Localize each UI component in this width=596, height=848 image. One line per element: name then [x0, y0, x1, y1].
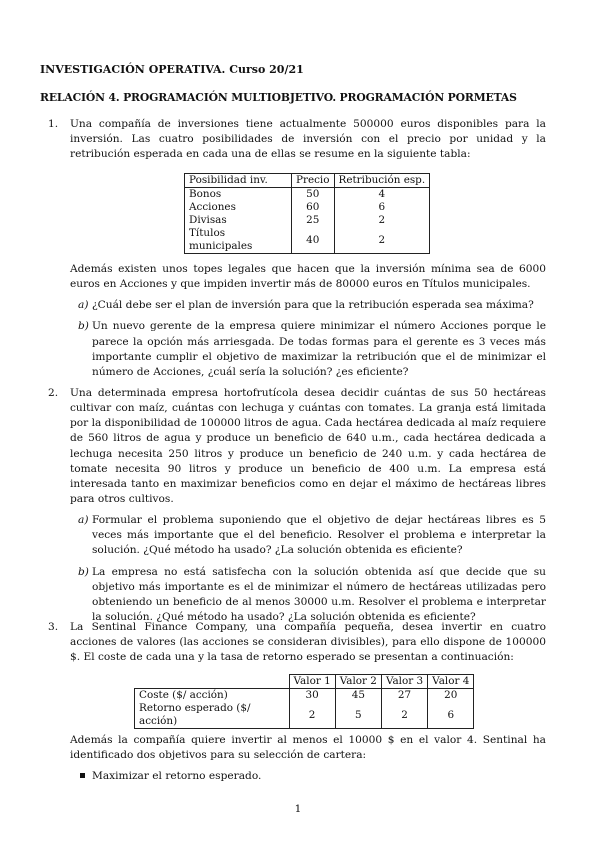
- table-row: [185, 188, 430, 202]
- table-cell: Bonos: [185, 188, 292, 202]
- table-header: Valor 3: [381, 675, 427, 689]
- table-header-row: [135, 675, 474, 689]
- subquestion-b: [70, 565, 546, 626]
- table-cell: Títulos municipales: [185, 227, 292, 254]
- subquestion-text: ¿Cuál debe ser el plan de inversión para que la retribución esperada sea máxima?: [92, 299, 534, 312]
- table-corner: [135, 675, 290, 689]
- bullet-icon: [80, 773, 85, 778]
- bullet-text: Maximizar el retorno esperado.: [92, 770, 262, 783]
- problem-number: 1.: [48, 118, 59, 130]
- table-row: [135, 702, 474, 729]
- bullet-item: [70, 769, 546, 784]
- table-header: Valor 2: [335, 675, 381, 689]
- table-cell: 50: [292, 188, 335, 202]
- table-cell: 20: [428, 689, 474, 703]
- table-header: Valor 1: [289, 675, 335, 689]
- course-header: [40, 62, 304, 78]
- table-cell: 5: [335, 702, 381, 729]
- table-cell: 60: [292, 201, 335, 214]
- stock-table: [134, 674, 474, 729]
- table-cell: Divisas: [185, 214, 292, 227]
- table-cell: 2: [334, 227, 430, 254]
- table-header: Precio: [292, 174, 335, 188]
- table-cell: 6: [334, 201, 430, 214]
- table-cell: Acciones: [185, 201, 292, 214]
- subquestion-text: Formular el problema suponiendo que el objetivo de dejar hectáreas libres es 5 veces más importante que el del beneficio. Resolver el problema e interpretar la solución. ¿Qué método ha usado? ¿La solución obtenida es eficiente?: [92, 514, 546, 557]
- problem-3: [48, 620, 546, 665]
- problem-text: Además existen unos topes legales que hacen que la inversión mínima sea de 6000 euros en Acciones y que impiden invertir más de 80000 euros en Títulos municipales.: [70, 263, 546, 291]
- investment-table: [184, 173, 430, 254]
- subquestion-a: [70, 513, 546, 558]
- table-row-label: Retorno esperado ($/ acción): [135, 702, 290, 729]
- problem-intro: Una compañía de inversiones tiene actualmente 500000 euros disponibles para la inversión. Las cuatro posibilidades de inversión con el precio por unidad y la retribución esperada en cada una de ellas se resume en la siguiente tabla:: [70, 118, 546, 161]
- problem-intro: La Sentinal Finance Company, una compañía pequeña, desea invertir en cuatro acciones de valores (las acciones se consideran divisibles), para ello dispone de 100000 $. El coste de cada una y la tasa de retorno esperado se presentan a continuación:: [70, 621, 546, 664]
- table-cell: 2: [334, 214, 430, 227]
- problem-number: 3.: [48, 621, 59, 633]
- table-cell: 4: [334, 188, 430, 202]
- table-row: [185, 214, 430, 227]
- table-cell: 25: [292, 214, 335, 227]
- subquestion-label: a): [78, 299, 89, 312]
- course-title: INVESTIGACIÓN OPERATIVA.: [40, 63, 226, 76]
- table-cell: 6: [428, 702, 474, 729]
- relation-title: RELACIÓN 4. PROGRAMACIÓN MULTIOBJETIVO. PROGRAMACIÓN PORMETAS: [40, 91, 517, 104]
- subquestion-label: b): [78, 565, 89, 578]
- subquestion-label: b): [78, 320, 89, 333]
- table-row: [185, 201, 430, 214]
- problem-number: 2.: [48, 387, 59, 399]
- problem-1: [48, 117, 546, 162]
- table-header: Retribución esp.: [334, 174, 430, 188]
- table-row: [185, 227, 430, 254]
- table-row: [135, 689, 474, 703]
- table-header-row: [185, 174, 430, 188]
- page-number: 1: [294, 803, 302, 815]
- table-cell: 27: [381, 689, 427, 703]
- table-row-label: Coste ($/ acción): [135, 689, 290, 703]
- course-year: Curso 20/21: [229, 63, 304, 76]
- subquestion-b: [70, 319, 546, 380]
- problem-intro: Una determinada empresa hortofrutícola desea decidir cuántas de sus 50 hectáreas cultivar con maíz, cuántas con lechuga y cuántas con tomates. La granja está limitada por la disponibilidad de 100000 litros de agua. Cada hectárea dedicada al maíz requiere de 560 litros de agua y produce un beneficio de 640 u.m., cada hectárea dedicada a lechuga necesita 250 litros y produce un beneficio de 240 u.m. y cada hectárea de tomate necesita 90 litros y produce un beneficio de 400 u.m. La empresa está interesada tanto en maximizar beneficios como en dejar el máximo de hectáreas libres para otros cultivos.: [70, 387, 546, 505]
- subquestion-text: La empresa no está satisfecha con la solución obtenida así que decide que su objetivo más importante es el de minimizar el número de hectáreas utilizadas pero obteniendo un beneficio de al menos 30000 u.m. Resolver el problema e interpretar la solución. ¿Qué método ha usado? ¿La solución obtenida es eficiente?: [92, 565, 546, 623]
- table-cell: 30: [289, 689, 335, 703]
- table-cell: 45: [335, 689, 381, 703]
- table-cell: 40: [292, 227, 335, 254]
- subquestion-label: a): [78, 514, 89, 527]
- table-cell: 2: [289, 702, 335, 729]
- problem-1-continued: [48, 262, 546, 380]
- table-header: Valor 4: [428, 675, 474, 689]
- problem-2: [48, 386, 546, 625]
- subquestion-text: Un nuevo gerente de la empresa quiere minimizar el número Acciones porque le parece la opción más arriesgada. De todas formas para el gerente es 3 veces más importante cumplir el objetivo de maximizar la retribución que el de minimizar el número de Acciones, ¿cuál sería la solución? ¿es eficiente?: [92, 320, 546, 378]
- subquestion-a: [70, 298, 546, 313]
- table-header: Posibilidad inv.: [185, 174, 292, 188]
- problem-text: Además la compañía quiere invertir al menos el 10000 $ en el valor 4. Sentinal ha identificado dos objetivos para su selección de cartera:: [70, 734, 546, 762]
- table-cell: 2: [381, 702, 427, 729]
- problem-3-continued: [48, 733, 546, 784]
